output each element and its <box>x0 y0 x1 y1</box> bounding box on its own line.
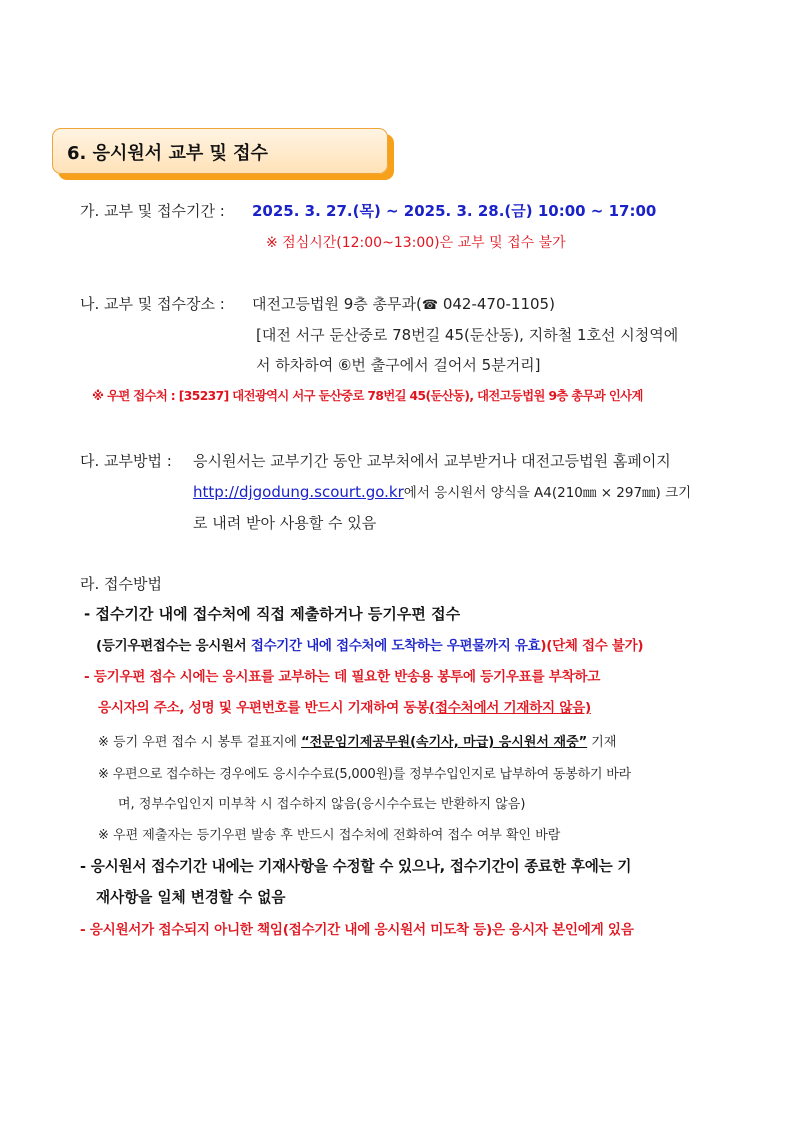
receipt-bullet-1-sub: (등기우편접수는 응시원서 접수기간 내에 접수처에 도착하는 우편물까지 유효)(단체 접수 불가) <box>96 638 644 654</box>
mail-address-note: ※ 우편 접수처 : [35237] 대전광역시 서구 둔산중로 78번길 45(둔산동), 대전고등법원 9층 총무과 인사계 <box>92 389 643 403</box>
lunch-note: ※ 점심시간(12:00~13:00)은 교부 및 접수 불가 <box>266 235 566 251</box>
note-3: ※ 우편 제출자는 등기우편 발송 후 반드시 접수처에 전화하여 접수 여부 확인 바람 <box>98 828 561 843</box>
section-header <box>52 128 388 174</box>
receipt-bullet-2-line-1: - 등기우편 접수 시에는 응시표를 교부하는 데 필요한 반송용 봉투에 등기우표를 부착하고 <box>84 669 601 685</box>
place-value: 대전고등법원 9층 총무과(☎ 042-470-1105) <box>252 295 555 313</box>
receipt-bullet-2-line-2: 응시자의 주소, 성명 및 우편번호를 반드시 기재하여 동봉(접수처에서 기재하지 않음) <box>98 700 591 716</box>
place-label: 나. 교부 및 접수장소 : <box>80 295 225 313</box>
method-label: 다. 교부방법 : <box>80 452 172 470</box>
receipt-bullet-1: - 접수기간 내에 접수처에 직접 제출하거나 등기우편 접수 <box>84 605 461 623</box>
period-label: 가. 교부 및 접수기간 : <box>80 202 225 220</box>
receipt-bullet-3-line-1: - 응시원서 접수기간 내에는 기재사항을 수정할 수 있으나, 접수기간이 종료한 후에는 기 <box>80 858 632 875</box>
section-title: 6. 응시원서 교부 및 접수 <box>67 143 268 164</box>
note-1: ※ 등기 우편 접수 시 봉투 겉표지에 “전문임기제공무원(속기사, 마급) 응시원서 재중” 기재 <box>98 735 617 750</box>
note-2-line-1: ※ 우편으로 접수하는 경우에도 응시수수료(5,000원)를 정부수입인지로 납부하여 동봉하기 바라 <box>98 767 631 782</box>
address-line-2: 서 하차하여 ⑥번 출구에서 걸어서 5분거리] <box>256 356 541 374</box>
telephone-icon: ☎ <box>421 298 439 313</box>
address-line-1: [대전 서구 둔산중로 78번길 45(둔산동), 지하철 1호선 시청역에 <box>256 326 679 344</box>
method-line-2: http://djgodung.scourt.go.kr에서 응시원서 양식을 A4(210㎜ × 297㎜) 크기 <box>193 483 692 501</box>
method-line-1: 응시원서는 교부기간 동안 교부처에서 교부받거나 대전고등법원 홈페이지 <box>193 452 671 470</box>
period-value: 2025. 3. 27.(목) ~ 2025. 3. 28.(금) 10:00 ~ 17:00 <box>252 202 657 220</box>
homepage-link[interactable]: http://djgodung.scourt.go.kr <box>193 483 404 501</box>
note-2-line-2: 며, 정부수입인지 미부착 시 접수하지 않음(응시수수료는 반환하지 않음) <box>118 797 526 812</box>
receipt-bullet-4: - 응시원서가 접수되지 아니한 책임(접수기간 내에 응시원서 미도착 등)은 응시자 본인에게 있음 <box>80 922 634 938</box>
method-line-3: 로 내려 받아 사용할 수 있음 <box>193 514 377 532</box>
receipt-label: 라. 접수방법 <box>80 575 162 593</box>
receipt-bullet-3-line-2: 재사항을 일체 변경할 수 없음 <box>96 889 286 906</box>
